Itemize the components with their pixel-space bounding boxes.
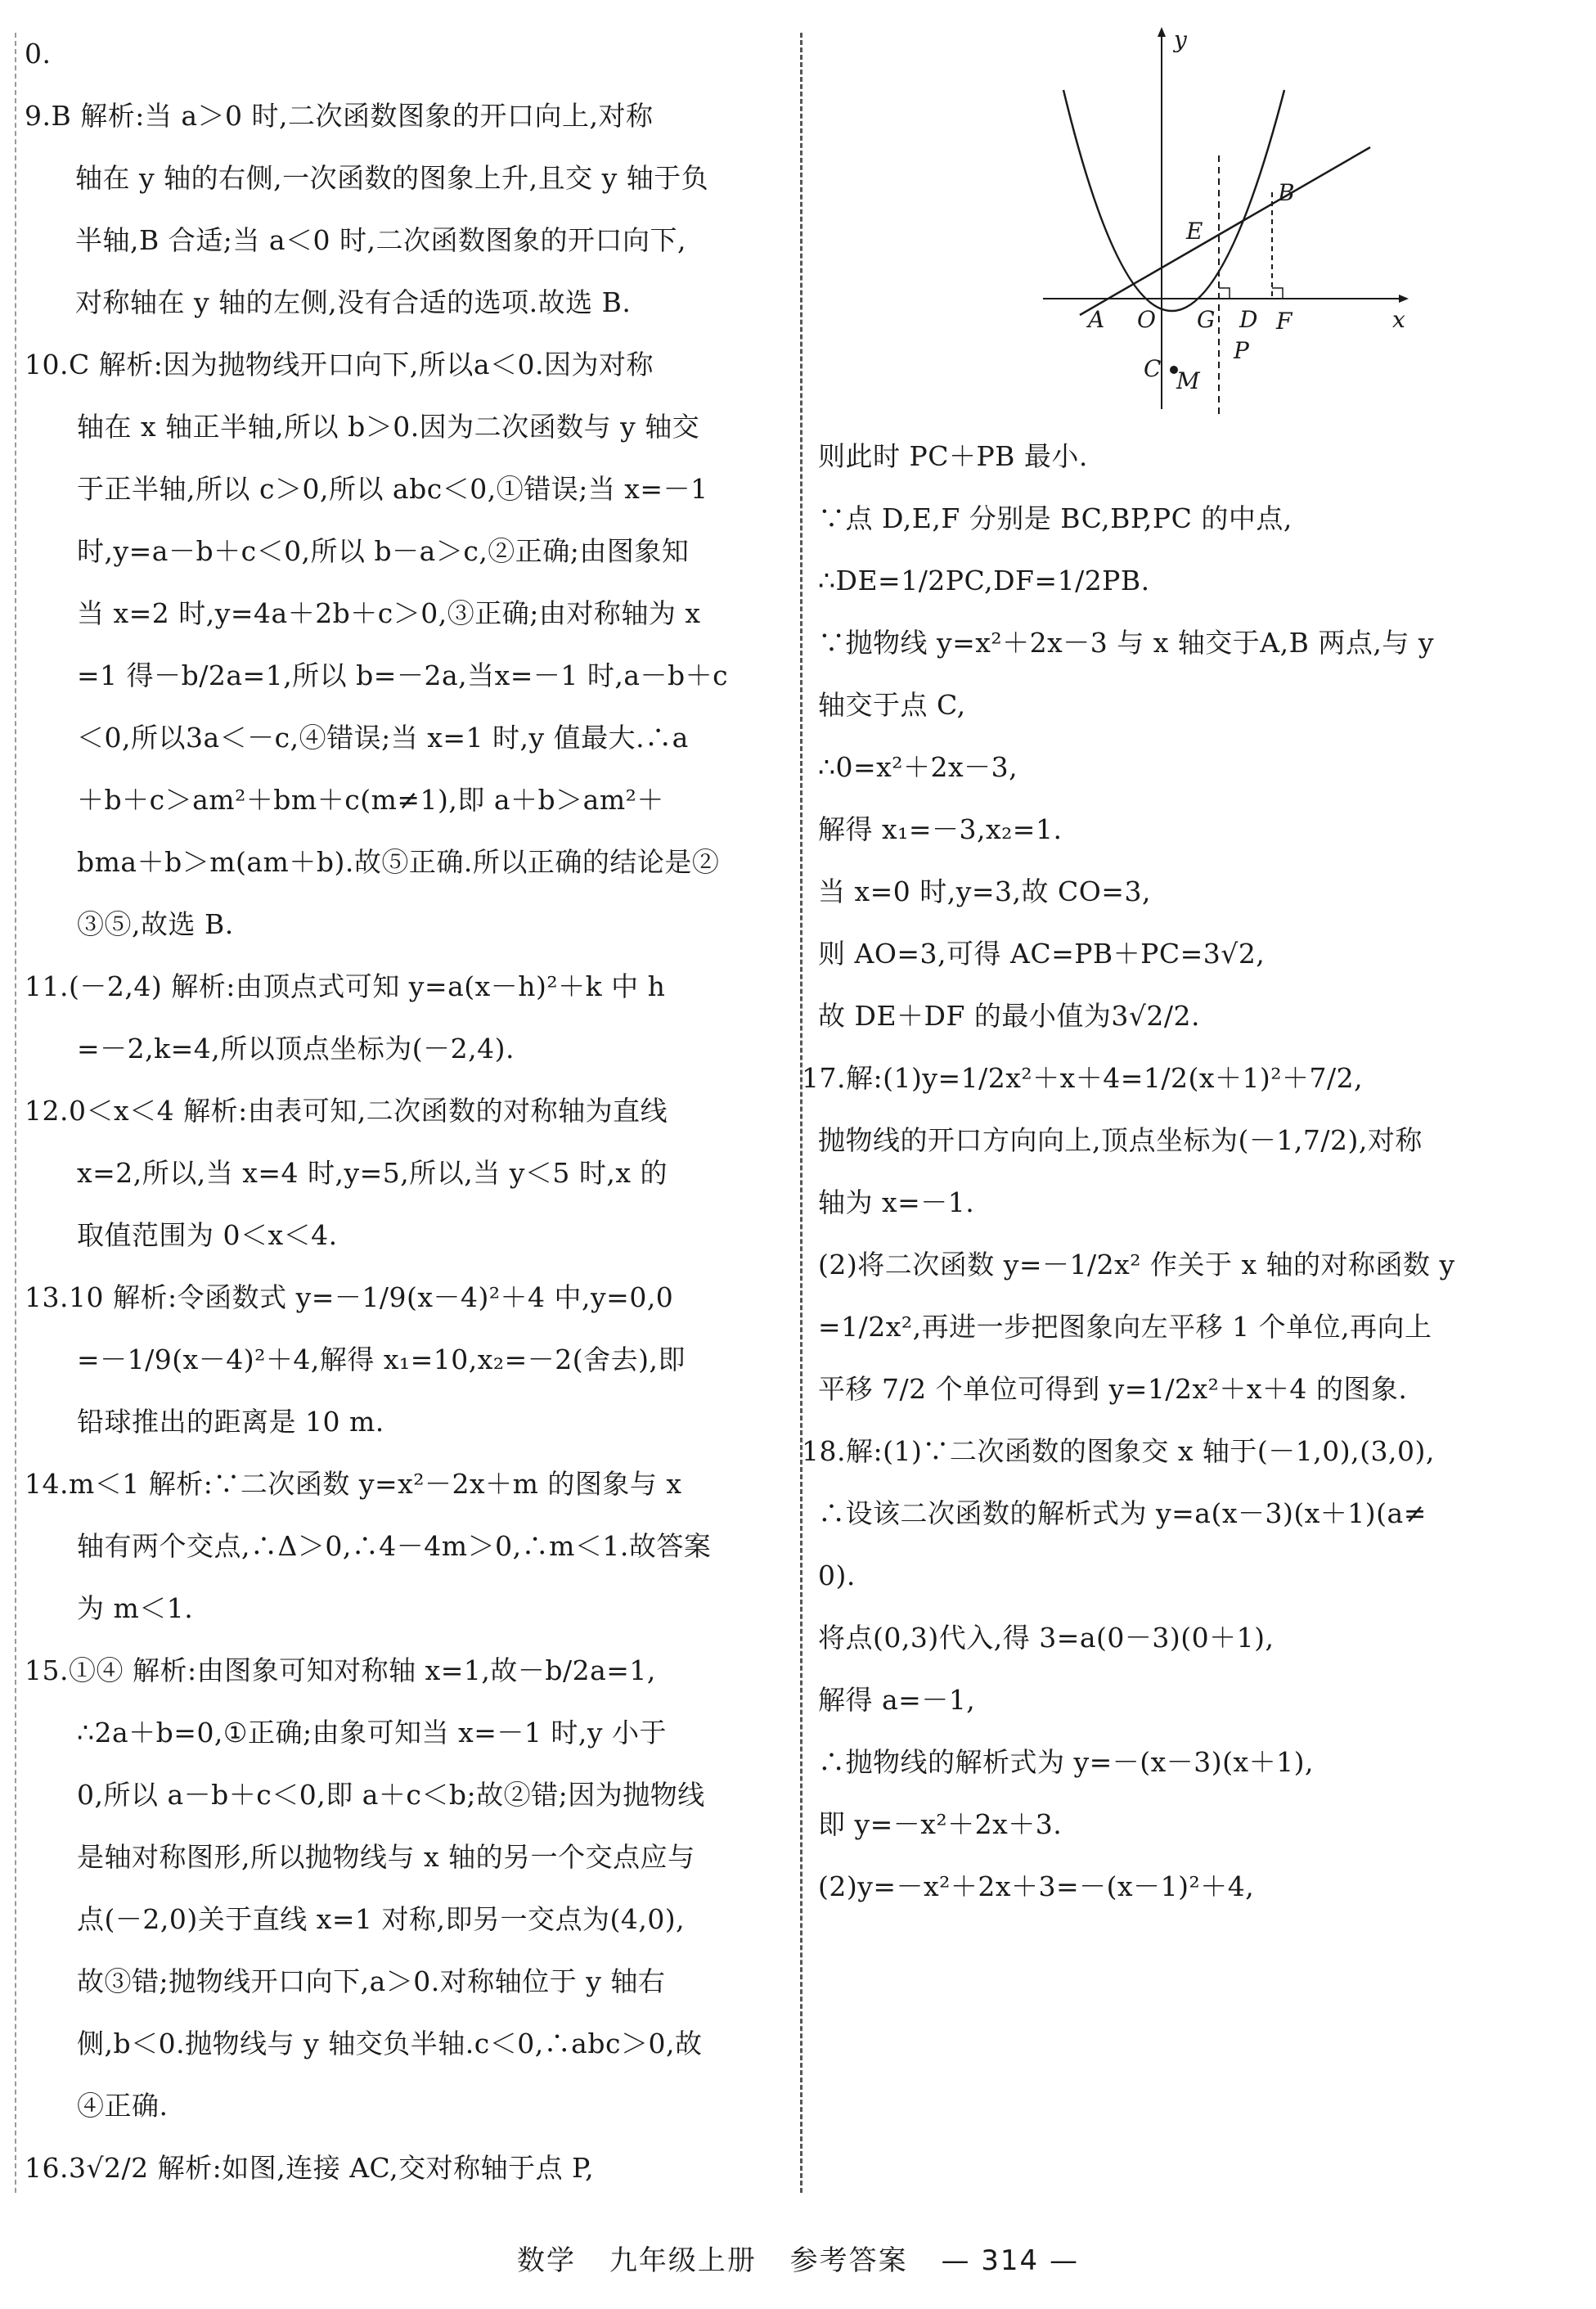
line-ab — [1080, 147, 1370, 315]
text-line: 抛物线的开口方向向上,顶点坐标为(－1,7/2),对称 — [818, 1124, 1423, 1156]
footer-page-number: — 314 — — [941, 2244, 1079, 2277]
text-line: 故③错;抛物线开口向下,a＞0.对称轴位于 y 轴右 — [77, 1965, 666, 1997]
label-m: M — [1176, 367, 1200, 394]
text-line: 9.B 解析:当 a＞0 时,二次函数图象的开口向上,对称 — [25, 100, 654, 132]
text-line: 轴交于点 C, — [818, 689, 966, 721]
text-line: ③⑤,故选 B. — [77, 908, 234, 940]
footer-subject: 数学 — [517, 2244, 577, 2277]
text-line: ＋b＋c＞am²＋bm＋c(m≠1),即 a＋b＞am²＋ — [77, 784, 664, 816]
parabola-figure — [1039, 25, 1423, 417]
text-line: ④正确. — [77, 2090, 169, 2122]
text-line: 则此时 PC＋PB 最小. — [818, 440, 1088, 472]
text-line: 11.(－2,4) 解析:由顶点式可知 y=a(x－h)²＋k 中 h — [25, 970, 666, 1002]
label-b: B — [1278, 179, 1295, 206]
text-line: ∵点 D,E,F 分别是 BC,BP,PC 的中点, — [818, 502, 1293, 534]
y-axis-label: y — [1174, 26, 1187, 53]
text-line: 解得 x₁=－3,x₂=1. — [818, 813, 1063, 845]
page-footer — [0, 2238, 1596, 2278]
text-line: 侧,b＜0.抛物线与 y 轴交负半轴.c＜0,∴abc＞0,故 — [77, 2028, 703, 2059]
label-p: P — [1234, 337, 1249, 364]
text-line: 12.0＜x＜4 解析:由表可知,二次函数的对称轴为直线 — [25, 1095, 668, 1127]
label-d: D — [1239, 306, 1258, 333]
right-column — [802, 425, 1571, 1918]
text-line: 轴有两个交点,∴Δ＞0,∴4－4m＞0,∴m＜1.故答案 — [77, 1530, 712, 1562]
parabola-curve — [1063, 90, 1284, 311]
text-line: 是轴对称图形,所以抛物线与 x 轴的另一个交点应与 — [77, 1841, 695, 1873]
text-line: ∴抛物线的解析式为 y=－(x－3)(x＋1), — [818, 1746, 1314, 1778]
text-line: =1 得－b/2a=1,所以 b=－2a,当x=－1 时,a－b＋c — [77, 659, 729, 691]
text-line: 解得 a=－1, — [818, 1684, 976, 1716]
footer-grade: 九年级上册 — [609, 2244, 757, 2277]
right-angle-g — [1219, 288, 1230, 299]
label-a: A — [1088, 306, 1105, 333]
text-line: 10.C 解析:因为抛物线开口向下,所以a＜0.因为对称 — [25, 349, 654, 380]
text-line: 当 x=0 时,y=3,故 CO=3, — [818, 875, 1151, 907]
text-line: 平移 7/2 个单位可得到 y=1/2x²＋x＋4 的图象. — [818, 1373, 1408, 1405]
text-line: 18.解:(1)∵二次函数的图象交 x 轴于(－1,0),(3,0), — [802, 1435, 1435, 1467]
text-line: (2)y=－x²＋2x＋3=－(x－1)²＋4, — [818, 1870, 1255, 1902]
text-line: 于正半轴,所以 c＞0,所以 abc＜0,①错误;当 x=－1 — [77, 473, 708, 505]
text-line: 取值范围为 0＜x＜4. — [77, 1219, 338, 1251]
text-line: 轴在 y 轴的右侧,一次函数的图象上升,且交 y 轴于负 — [75, 162, 709, 194]
text-line: 半轴,B 合适;当 a＜0 时,二次函数图象的开口向下, — [75, 224, 686, 256]
text-line: 轴在 x 轴正半轴,所以 b＞0.因为二次函数与 y 轴交 — [77, 411, 700, 443]
text-line: (2)将二次函数 y=－1/2x² 作关于 x 轴的对称函数 y — [818, 1249, 1455, 1281]
right-angle-f — [1272, 288, 1283, 299]
label-g: G — [1197, 306, 1216, 333]
footer-section: 参考答案 — [789, 2244, 908, 2277]
text-line: 则 AO=3,可得 AC=PB＋PC=3√2, — [818, 938, 1266, 970]
x-axis-label: x — [1392, 306, 1405, 333]
binding-edge-line — [15, 33, 16, 2193]
text-line: 轴为 x=－1. — [818, 1186, 975, 1218]
text-line: ∴DE=1/2PC,DF=1/2PB. — [818, 565, 1150, 596]
text-line: 13.10 解析:令函数式 y=－1/9(x－4)²＋4 中,y=0,0 — [25, 1281, 674, 1313]
text-line: =－2,k=4,所以顶点坐标为(－2,4). — [77, 1033, 515, 1064]
text-line: 0,所以 a－b＋c＜0,即 a＋c＜b;故②错;因为抛物线 — [77, 1779, 705, 1811]
text-line: ∴2a＋b=0,①正确;由象可知当 x=－1 时,y 小于 — [77, 1717, 667, 1749]
label-e: E — [1186, 218, 1203, 245]
text-line: 15.①④ 解析:由图象可知对称轴 x=1,故－b/2a=1, — [25, 1654, 656, 1686]
text-line: 14.m＜1 解析:∵二次函数 y=x²－2x＋m 的图象与 x — [25, 1468, 682, 1500]
text-line: ∵抛物线 y=x²＋2x－3 与 x 轴交于A,B 两点,与 y — [818, 627, 1434, 659]
text-line: 即 y=－x²＋2x＋3. — [818, 1808, 1063, 1840]
text-line: 故 DE＋DF 的最小值为3√2/2. — [818, 1000, 1201, 1032]
text-line: =－1/9(x－4)²＋4,解得 x₁=10,x₂=－2(舍去),即 — [77, 1344, 686, 1375]
label-o: O — [1137, 306, 1156, 333]
text-line: 0). — [818, 1560, 856, 1591]
y-axis-arrow — [1158, 27, 1166, 37]
text-line: 0. — [25, 38, 52, 70]
text-line: 对称轴在 y 轴的左侧,没有合适的选项.故选 B. — [75, 286, 632, 318]
text-line: bma＋b＞m(am＋b).故⑤正确.所以正确的结论是② — [77, 846, 720, 878]
text-line: x=2,所以,当 x=4 时,y=5,所以,当 y＜5 时,x 的 — [77, 1157, 668, 1189]
text-line: 当 x=2 时,y=4a＋2b＋c＞0,③正确;由对称轴为 x — [77, 597, 701, 629]
text-line: 17.解:(1)y=1/2x²＋x＋4=1/2(x＋1)²＋7/2, — [802, 1062, 1364, 1094]
text-line: ＜0,所以3a＜－c,④错误;当 x=1 时,y 值最大.∴a — [77, 722, 689, 754]
text-line: ∴设该二次函数的解析式为 y=a(x－3)(x＋1)(a≠ — [818, 1497, 1427, 1529]
label-c: C — [1144, 355, 1162, 382]
text-line: 16.3√2/2 解析:如图,连接 AC,交对称轴于点 P, — [25, 2152, 595, 2184]
left-column — [25, 23, 794, 2199]
text-line: =1/2x²,再进一步把图象向左平移 1 个单位,再向上 — [818, 1311, 1432, 1343]
x-axis-arrow — [1399, 295, 1409, 303]
text-line: ∴0=x²＋2x－3, — [818, 751, 1018, 783]
text-line: 铅球推出的距离是 10 m. — [77, 1406, 384, 1438]
column-divider — [800, 33, 802, 2193]
text-line: 点(－2,0)关于直线 x=1 对称,即另一交点为(4,0), — [77, 1903, 686, 1935]
text-line: 将点(0,3)代入,得 3=a(0－3)(0＋1), — [818, 1622, 1275, 1654]
text-line: 时,y=a－b＋c＜0,所以 b－a＞c,②正确;由图象知 — [77, 535, 690, 567]
label-f: F — [1276, 308, 1293, 335]
text-line: 为 m＜1. — [77, 1592, 194, 1624]
